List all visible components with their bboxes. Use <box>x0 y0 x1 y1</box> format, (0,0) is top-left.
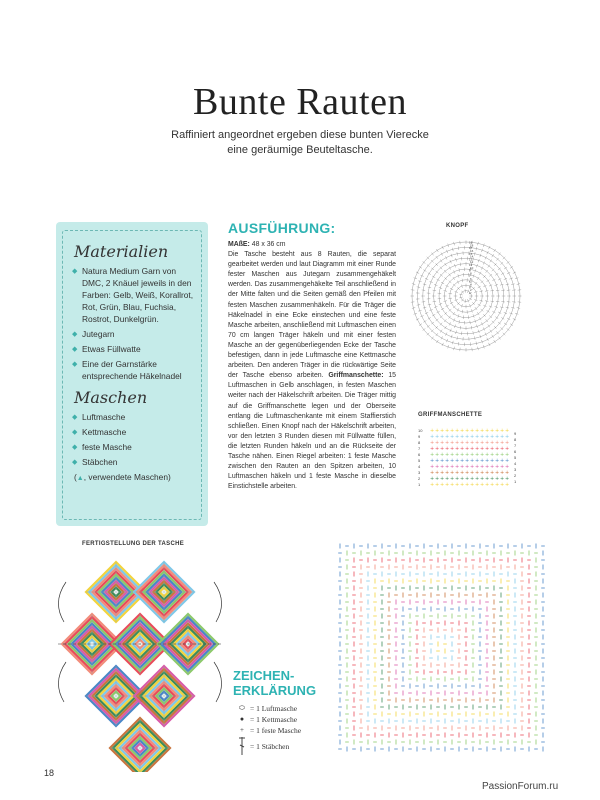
knopf-round-number: 19 <box>469 240 473 245</box>
griff-row-number: 8 <box>418 440 421 445</box>
griff-stitch: + <box>490 440 495 446</box>
griff-stitch: + <box>495 482 500 488</box>
griff-stitch: + <box>500 458 505 464</box>
stitches-heading: Maschen <box>74 388 148 407</box>
diamond-bullet-icon: ◆ <box>72 268 78 275</box>
materials-item: ◆ Natura Medium Garn von DMC, 2 Knäuel jeweils in den Farben: Gelb, Weiß, Korallrot, Rot, Grün, Blau, Fuchsia, Rostrot, Dunkelgrün. <box>72 266 194 324</box>
griff-row-number: 1 <box>418 482 421 487</box>
griff-stitch: + <box>455 464 460 470</box>
griff-stitch: + <box>480 482 485 488</box>
griff-row-number: 5 <box>418 458 421 463</box>
griff-row-number: 3 <box>418 470 421 475</box>
griff-stitch: + <box>465 434 470 440</box>
griff-stitch: + <box>440 464 445 470</box>
griff-stitch: + <box>505 464 510 470</box>
subtitle-line-2: eine geräumige Beuteltasche. <box>227 144 373 156</box>
griff-row-number-right: 3 <box>514 467 517 472</box>
materials-content <box>64 234 200 485</box>
diamond-motif <box>134 666 194 726</box>
griff-stitch: + <box>465 464 470 470</box>
griff-stitch: + <box>480 464 485 470</box>
griff-stitch: + <box>455 458 460 464</box>
griff-stitch: + <box>500 446 505 452</box>
knopf-round-number: 11 <box>469 263 473 267</box>
griff-stitch: + <box>465 446 470 452</box>
knopf-round-number: 2 <box>470 288 472 293</box>
griff-stitch: + <box>440 476 445 482</box>
griff-row-number-right: 9 <box>514 431 517 436</box>
knopf-stitch <box>470 321 471 324</box>
legend <box>236 703 301 758</box>
griff-stitch: + <box>435 446 440 452</box>
griff-stitch: + <box>460 458 465 464</box>
page-title: Bunte Rauten <box>193 81 407 123</box>
griff-stitch: + <box>485 428 490 434</box>
griff-stitch: + <box>460 440 465 446</box>
knopf-label: KNOPF <box>446 223 469 229</box>
griff-stitch: + <box>505 482 510 488</box>
griff-stitch: + <box>470 470 475 476</box>
griff-stitch: + <box>500 428 505 434</box>
instructions-heading: AUSFÜHRUNG: <box>228 220 336 236</box>
chain-stitch-icon: ⬭ <box>239 704 245 712</box>
griff-stitch: + <box>480 476 485 482</box>
griff-stitch: + <box>460 476 465 482</box>
griff-stitch: + <box>435 428 440 434</box>
subtitle-line-1: Raffiniert angeordnet ergeben diese bunten Vierecke <box>171 129 429 141</box>
knopf-stitch <box>501 301 504 302</box>
knopf-round-number: 10 <box>470 265 474 270</box>
griff-stitch: + <box>475 452 480 458</box>
griff-stitch: + <box>500 440 505 446</box>
stitches-item: ◆ Stäbchen <box>72 457 118 467</box>
griff-stitch: + <box>465 452 470 458</box>
stitches-note: (▲, verwendete Maschen) <box>74 472 171 482</box>
griff-stitch: + <box>440 428 445 434</box>
griff-stitch: + <box>435 434 440 440</box>
griff-stitch: + <box>470 452 475 458</box>
griff-stitch: + <box>435 458 440 464</box>
griff-stitch: + <box>485 476 490 482</box>
griff-stitch: + <box>440 470 445 476</box>
griff-stitch: + <box>455 476 460 482</box>
griff-stitch: + <box>495 434 500 440</box>
griff-label-text: Griffmanschette: <box>328 372 384 380</box>
legend-heading <box>233 668 316 698</box>
griff-stitch: + <box>440 482 445 488</box>
griff-stitch: + <box>470 482 475 488</box>
griff-stitch: + <box>470 464 475 470</box>
griff-stitch: + <box>455 434 460 440</box>
griff-stitch: + <box>430 476 435 482</box>
knopf-round-number: 15 <box>469 251 473 256</box>
griff-stitch: + <box>465 440 470 446</box>
griff-stitch: + <box>490 446 495 452</box>
griff-stitch: + <box>440 458 445 464</box>
griff-stitch: + <box>440 434 445 440</box>
griff-stitch: + <box>500 464 505 470</box>
assembly-arrow <box>214 662 222 702</box>
griff-stitch: + <box>505 452 510 458</box>
assembly-arrow <box>58 582 66 622</box>
griff-stitch: + <box>495 452 500 458</box>
griff-stitch: + <box>495 470 500 476</box>
knopf-round-number: 8 <box>470 271 472 276</box>
watermark: PassionForum.ru <box>482 781 559 792</box>
griff-stitch: + <box>475 428 480 434</box>
griff-stitch: + <box>460 434 465 440</box>
griff-stitch: + <box>475 446 480 452</box>
crochet-chart <box>336 542 550 756</box>
griff-label: GRIFFMANSCHETTE <box>418 412 483 418</box>
knopf-stitch <box>448 298 451 299</box>
griff-stitch: + <box>445 482 450 488</box>
assembly-arrow <box>214 582 222 622</box>
page-subtitle <box>0 128 600 158</box>
griff-row-number-right: 4 <box>514 461 517 466</box>
knopf-round-number: 13 <box>469 257 473 262</box>
griff-row-number: 7 <box>418 446 421 451</box>
griff-stitch: + <box>505 446 510 452</box>
griff-stitch: + <box>455 482 460 488</box>
griff-stitch: + <box>450 470 455 476</box>
griff-stitch: + <box>465 458 470 464</box>
griff-stitch: + <box>450 434 455 440</box>
materials-item: ◆ Etwas Füllwatte <box>72 344 141 354</box>
griff-stitch: + <box>450 452 455 458</box>
griff-stitch: + <box>465 476 470 482</box>
griff-stitch: + <box>495 428 500 434</box>
knopf-round-number: 6 <box>470 277 472 281</box>
griff-stitch: + <box>450 446 455 452</box>
griff-stitch: + <box>460 482 465 488</box>
knopf-round-number: 9 <box>469 268 471 273</box>
griff-stitch: + <box>495 446 500 452</box>
griff-stitch: + <box>445 476 450 482</box>
legend-heading-line-2: ERKLÄRUNG <box>233 683 317 698</box>
materials-item: ◆ Jutegarn <box>72 329 115 339</box>
diamond-motif <box>134 562 194 622</box>
griff-stitch: + <box>500 452 505 458</box>
assembly-diagram <box>56 552 224 772</box>
materials-item: ◆ Eine der Garnstärke entsprechende Häkelnadel <box>72 359 182 381</box>
legend-row-feste-masche: + = 1 feste Masche <box>236 725 301 736</box>
knopf-round-number: 12 <box>470 260 474 265</box>
griff-stitch: + <box>475 482 480 488</box>
griff-stitch: + <box>485 452 490 458</box>
diamond-bullet-icon: ◆ <box>72 429 78 436</box>
diamond-bullet-icon: ◆ <box>72 444 78 451</box>
griff-row-number-right: 8 <box>514 437 517 442</box>
griff-stitch: + <box>445 470 450 476</box>
griff-stitch: + <box>430 434 435 440</box>
griff-stitch: + <box>445 428 450 434</box>
note-text: verwendete Maschen) <box>88 472 171 482</box>
legend-row-staebchen: = 1 Stäbchen <box>236 736 301 758</box>
materials-box <box>56 222 208 526</box>
griff-stitch: + <box>485 464 490 470</box>
griff-row-number-right: 2 <box>514 473 517 478</box>
griff-stitch: + <box>490 458 495 464</box>
griff-stitch: + <box>500 476 505 482</box>
griff-stitch: + <box>470 446 475 452</box>
griff-text: 15 Luftmaschen in Gelb anschlagen, in festen Maschen weiter nach der Häkelschrift arbeiten. Die Träger mittig auf die Griffmanschette legen und der Oberseite entlang die Luftmaschenkante mit einem Staffierstich schließen. Einen Knopf nach der Häkelschrift arbeiten, vor den letzten 3 Runden diesen mit Füllwatte füllen, die letzten Runden häkeln und an die Rückseite der Tasche nähen. Einen Riegel arbeiten: 1 feste Masche zwischen den Rauten an den Spitzen arbeiten, 10 Luftmaschen häkeln und 1 feste Masche in dieselbe Einstichstelle arbeiten. <box>228 372 397 491</box>
note-open-paren: ( <box>74 472 77 482</box>
griff-stitch: + <box>445 434 450 440</box>
griff-stitch: + <box>495 464 500 470</box>
griff-row-number: 10 <box>418 428 423 433</box>
griff-stitch: + <box>480 470 485 476</box>
knopf-round-number: 7 <box>469 274 471 279</box>
griff-stitch: + <box>485 470 490 476</box>
griff-stitch: + <box>455 452 460 458</box>
griff-stitch: + <box>430 458 435 464</box>
griff-stitch: + <box>470 428 475 434</box>
griff-stitch: + <box>455 428 460 434</box>
instructions-text: Die Tasche besteht aus 8 Rauten, die separat gearbeitet werden und laut Diagramm mit einer Runde fester Maschen aus Jutegarn zusammengehäkelt werden. Das zusammengehäkelte Teil anschließend in der Mitte falten und die Seiten gemäß den Pfeilen mit festen Maschen zusammenhäkeln. Für die Träger die Häkelnadel in eine Ecke einstechen und eine feste Masche arbeiten, anschließend mit Luftmaschen einen 70 cm langen Träger häkeln und mit einer festen Masche an der gegenüberliegenden Ecke der Tasche befestigen, dann in jede Luftmasche eine Kettmasche arbeiten. Den anderen Träger in die rückwärtige Seite der Tasche ebenso arbeiten. <box>228 251 396 380</box>
size-label: MAßE: <box>228 241 250 248</box>
griff-stitch: + <box>485 434 490 440</box>
knopf-stitch <box>448 293 451 294</box>
griff-stitch: + <box>460 470 465 476</box>
griff-stitch: + <box>480 440 485 446</box>
griff-stitch: + <box>465 482 470 488</box>
instructions-body <box>228 240 396 492</box>
griff-stitch: + <box>435 470 440 476</box>
griff-stitch: + <box>485 446 490 452</box>
materials-heading: Materialien <box>74 242 169 261</box>
griff-stitch: + <box>490 470 495 476</box>
griff-stitch: + <box>475 470 480 476</box>
griff-stitch: + <box>440 440 445 446</box>
griff-stitch: + <box>485 482 490 488</box>
griff-stitch: + <box>505 440 510 446</box>
griff-stitch: + <box>480 452 485 458</box>
griff-stitch: + <box>470 458 475 464</box>
griff-stitch: + <box>430 482 435 488</box>
griff-stitch: + <box>450 440 455 446</box>
stitches-item: ◆ feste Masche <box>72 442 132 452</box>
griff-stitch: + <box>480 458 485 464</box>
knopf-round-number: 18 <box>470 243 474 248</box>
griff-stitch: + <box>475 434 480 440</box>
griff-stitch: + <box>450 464 455 470</box>
griff-stitch: + <box>500 434 505 440</box>
griff-stitch: + <box>480 428 485 434</box>
griff-stitch: + <box>480 434 485 440</box>
page-number: 18 <box>44 768 55 778</box>
knopf-ring <box>439 269 493 323</box>
griff-stitch: + <box>505 434 510 440</box>
knopf-round-number: 4 <box>470 282 472 287</box>
griff-stitch: + <box>455 446 460 452</box>
stitches-item: ◆ Kettmasche <box>72 427 127 437</box>
griff-stitch: + <box>500 470 505 476</box>
griff-row-number: 2 <box>418 476 421 481</box>
griff-row-number-right: 7 <box>514 443 517 448</box>
diamond-bullet-icon: ◆ <box>72 331 78 338</box>
knopf-round-number: 16 <box>470 249 474 253</box>
griff-stitch: + <box>450 476 455 482</box>
griff-stitch: + <box>435 464 440 470</box>
fertig-label: FERTIGSTELLUNG DER TASCHE <box>82 541 185 547</box>
diamond-bullet-icon: ◆ <box>72 459 78 466</box>
griff-stitch: + <box>435 440 440 446</box>
stitches-item: ◆ Luftmasche <box>72 412 126 422</box>
knopf-stitch <box>501 290 504 291</box>
knopf-stitch <box>458 246 459 249</box>
assembly-arrow <box>58 662 66 702</box>
griff-stitch: + <box>505 476 510 482</box>
griff-stitch: + <box>490 452 495 458</box>
griff-stitch: + <box>495 440 500 446</box>
griff-stitch: + <box>500 482 505 488</box>
diamond-bullet-icon: ◆ <box>72 346 78 353</box>
griff-stitch: + <box>435 452 440 458</box>
single-crochet-icon: + <box>240 726 244 734</box>
diamond-bullet-icon: ◆ <box>72 361 78 368</box>
griff-stitch: + <box>460 428 465 434</box>
griff-stitch: + <box>470 440 475 446</box>
griff-row-number-right: 1 <box>514 479 517 484</box>
griff-stitch: + <box>490 464 495 470</box>
griff-stitch: + <box>445 440 450 446</box>
griff-stitch: + <box>445 464 450 470</box>
griff-stitch: + <box>440 452 445 458</box>
griff-stitch: + <box>435 482 440 488</box>
legend-row-kettmasche: ● = 1 Kettmasche <box>236 714 301 725</box>
griff-stitch: + <box>475 476 480 482</box>
legend-heading-line-1: ZEICHEN- <box>233 668 295 683</box>
knopf-round-number: 17 <box>469 246 473 251</box>
griff-stitch: + <box>445 458 450 464</box>
griff-row-number: 6 <box>418 452 421 457</box>
griff-stitch: + <box>445 452 450 458</box>
griff-stitch: + <box>485 458 490 464</box>
stitches-list <box>72 411 194 468</box>
griff-stitch: + <box>460 464 465 470</box>
griff-stitch: + <box>505 458 510 464</box>
griff-stitch: + <box>490 434 495 440</box>
griff-stitch: + <box>475 464 480 470</box>
legend-row-luftmasche: ⬭ = 1 Luftmasche <box>236 703 301 714</box>
griff-stitch: + <box>430 446 435 452</box>
size-value: 48 x 36 cm <box>251 241 286 248</box>
griff-stitch: + <box>450 482 455 488</box>
griff-stitch: + <box>490 428 495 434</box>
griff-stitch: + <box>465 470 470 476</box>
griff-stitch: + <box>485 440 490 446</box>
griff-row-number-right: 5 <box>514 455 517 460</box>
triangle-icon: ▲ <box>76 475 84 482</box>
griff-stitch: + <box>445 446 450 452</box>
griff-stitch: + <box>495 458 500 464</box>
materials-list <box>72 265 194 382</box>
griff-stitch: + <box>475 440 480 446</box>
knopf-ring <box>417 247 514 344</box>
griff-stitch: + <box>430 452 435 458</box>
knopf-ring <box>423 253 509 339</box>
griff-stitch: + <box>430 440 435 446</box>
griff-row-number: 4 <box>418 464 421 469</box>
griff-stitch: + <box>440 446 445 452</box>
slip-stitch-icon: ● <box>239 715 245 723</box>
griff-stitch: + <box>430 470 435 476</box>
griff-stitch: + <box>470 476 475 482</box>
griff-stitch: + <box>455 470 460 476</box>
griff-stitch: + <box>475 458 480 464</box>
griff-stitch: + <box>490 476 495 482</box>
griff-row-number-right: 6 <box>514 449 517 454</box>
griff-stitch: + <box>435 476 440 482</box>
knopf-stitch <box>458 342 459 345</box>
knopf-round-number: 5 <box>469 279 471 284</box>
griff-stitch: + <box>470 434 475 440</box>
griff-stitch: + <box>495 476 500 482</box>
griff-stitch: + <box>430 464 435 470</box>
griff-stitch: + <box>490 482 495 488</box>
knopf-round-number: 14 <box>470 254 474 259</box>
knopf-round-number: 3 <box>469 285 471 290</box>
griff-row-number: 9 <box>418 434 421 439</box>
griff-stitch: + <box>455 440 460 446</box>
diamond-bullet-icon: ◆ <box>72 414 78 421</box>
griff-stitch: + <box>450 458 455 464</box>
griff-stitch: + <box>460 446 465 452</box>
griff-stitch: + <box>465 428 470 434</box>
griff-stitch: + <box>460 452 465 458</box>
griff-stitch: + <box>450 428 455 434</box>
griff-stitch: + <box>480 446 485 452</box>
knopf-diagram <box>408 234 526 364</box>
knopf-round-number: 1 <box>469 291 471 295</box>
double-crochet-icon <box>236 736 248 765</box>
griff-stitch: + <box>505 428 510 434</box>
griff-diagram <box>418 422 528 492</box>
griff-stitch: + <box>430 428 435 434</box>
diamond-motif <box>110 718 170 772</box>
griff-stitch: + <box>505 470 510 476</box>
